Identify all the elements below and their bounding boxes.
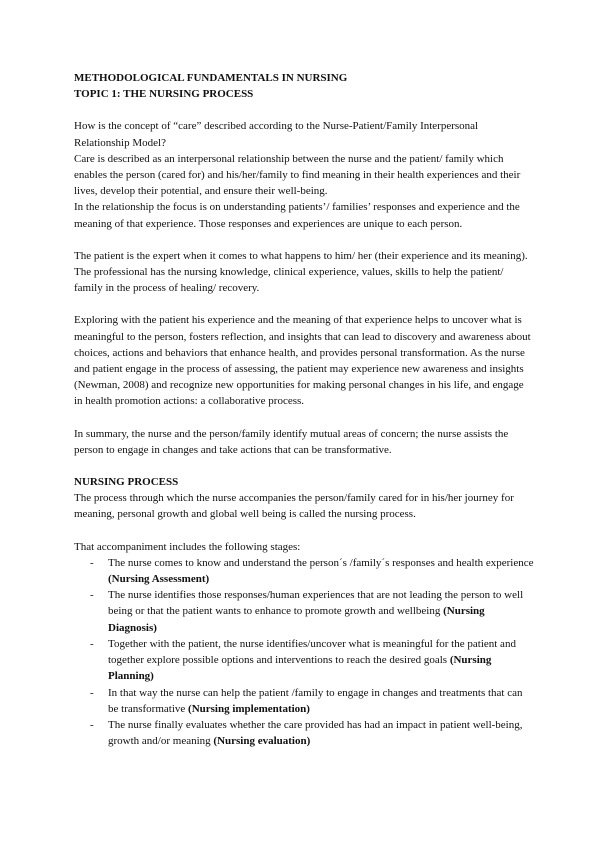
stage-label: (Nursing implementation) xyxy=(188,702,310,715)
section-heading: NURSING PROCESS xyxy=(74,476,179,489)
stage-label: (Nursing Diagnosis) xyxy=(108,605,485,634)
document-title: METHODOLOGICAL FUNDAMENTALS IN NURSING xyxy=(74,72,348,84)
stage-text: In that way the nurse can help the patient /family to engage in changes and treatments that can be transformative xyxy=(108,686,523,715)
stage-label: (Nursing Assessment) xyxy=(108,573,210,586)
list-item xyxy=(74,555,534,587)
intro-paragraph-1: Care is described as an interpersonal relationship between the nurse and the patient/ family which enables the person (cared for) and his/her/family to find meaning in their health experiences and their lives, develop their potential, and ensure their well-being. xyxy=(74,152,521,198)
intro-paragraph-3: The patient is the expert when it comes to what happens to him/ her (their experience and its meaning). The professional has the nursing knowledge, clinical experience, values, skills to help the patient/ family in the process of healing/ recovery. xyxy=(74,249,528,295)
stage-label: (Nursing Planning) xyxy=(108,654,492,683)
stage-label: (Nursing evaluation) xyxy=(213,735,311,748)
list-dash: - xyxy=(90,718,94,731)
intro-paragraph-2: In the relationship the focus is on understanding patients’/ families’ responses and experience and the meaning of that experience. Those responses and experiences are unique to each person. xyxy=(74,201,520,230)
intro-paragraph-4: Exploring with the patient his experience and the meaning of that experience helps to uncover what is meaningful to the person, fosters reflection, and insights that can lead to discovery and awareness about choices, actions and behaviors that enhance health, and provides personal transformation. As the nurse and patient engage in the process of assessing, the patient may experience new awareness and insights (Newman, 2008) and recognize new opportunities for making personal changes in his life, and engage in health promotion actions: a collaborative process. xyxy=(74,314,531,408)
list-item xyxy=(74,587,534,636)
stage-text: The nurse comes to know and understand the person´s /family´s responses and health experience xyxy=(108,556,534,569)
stages-lead: That accompaniment includes the following stages: xyxy=(74,540,301,553)
list-item xyxy=(74,717,534,749)
intro-question: How is the concept of “care” described according to the Nurse-Patient/Family Interpersonal Relationship Model? xyxy=(74,120,479,149)
document-page xyxy=(74,70,534,749)
list-dash: - xyxy=(90,556,94,569)
list-item xyxy=(74,636,534,685)
topic-title: TOPIC 1: THE NURSING PROCESS xyxy=(74,88,254,101)
stage-text: The nurse finally evaluates whether the care provided has had an impact in patient well-being, growth and/or meaning xyxy=(108,718,523,748)
summary-paragraph: In summary, the nurse and the person/family identify mutual areas of concern; the nurse assists the person to engage in changes and take actions that can be transformative. xyxy=(74,427,509,456)
stage-text: The nurse identifies those responses/human experiences that are not leading the person to well being or that the patient wants to enhance to promote growth and wellbeing xyxy=(108,589,524,618)
list-item xyxy=(74,685,534,717)
process-paragraph: The process through which the nurse accompanies the person/family cared for in his/her journey for meaning, personal growth and global well being is called the nursing process. xyxy=(74,492,514,521)
list-dash: - xyxy=(90,686,94,699)
stage-text: Together with the patient, the nurse identifies/uncover what is meaningful for the patient and together explore possible options and interventions to reach the desired goals xyxy=(108,637,516,667)
list-dash: - xyxy=(90,589,94,602)
stages-list xyxy=(74,555,534,749)
list-dash: - xyxy=(90,637,94,650)
